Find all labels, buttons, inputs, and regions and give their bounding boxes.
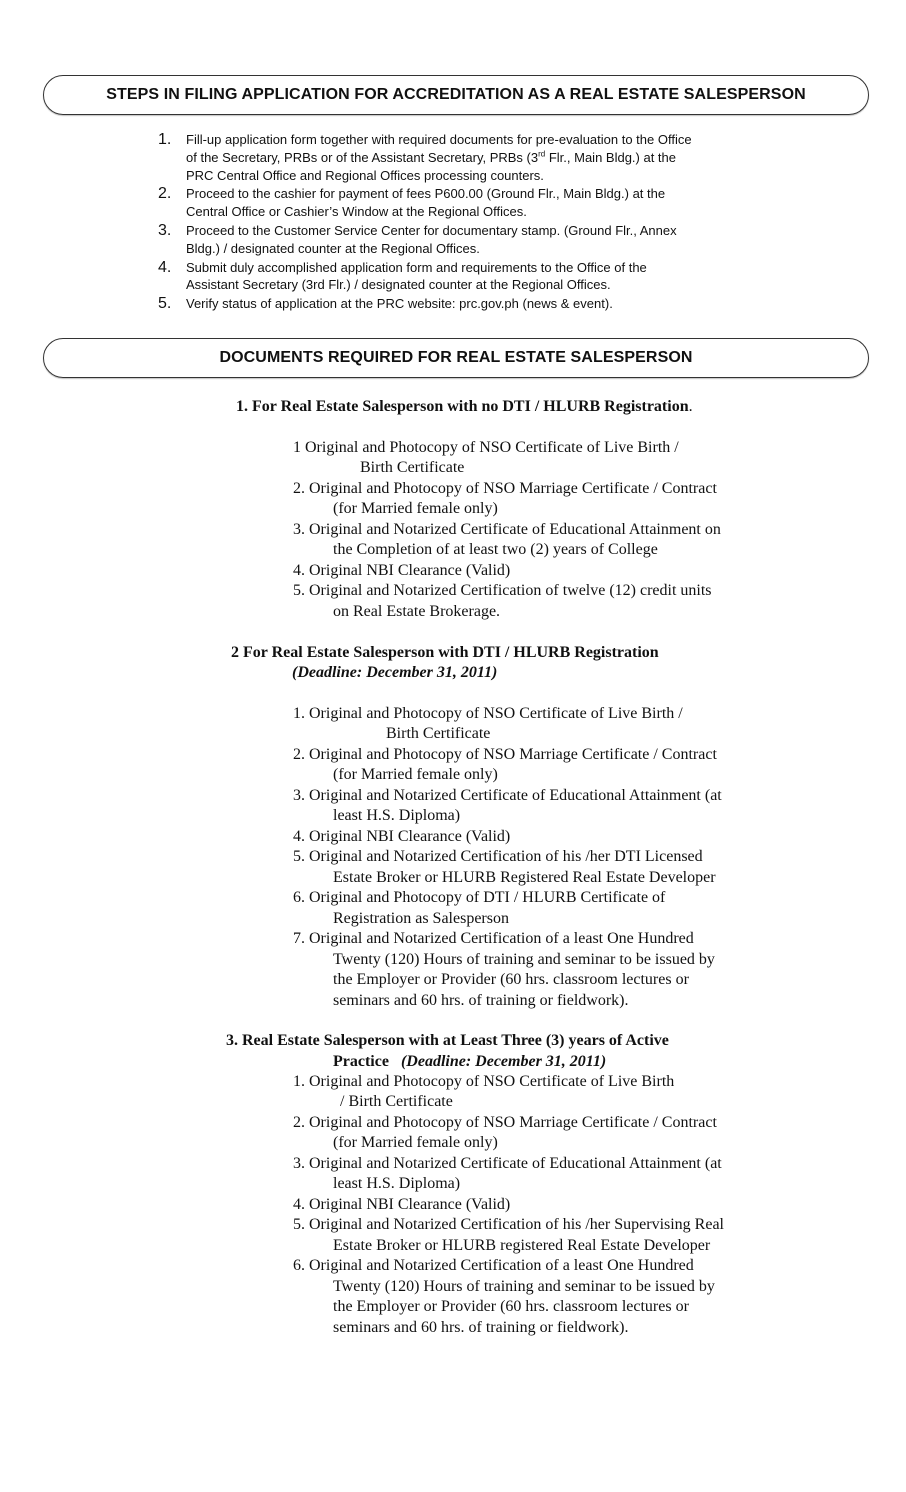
requirement-line: 2. Original and Photocopy of NSO Marriage Certificate / Contract [293, 746, 717, 763]
step-text [186, 222, 798, 258]
step-number: 1. [158, 131, 172, 148]
documents-banner [43, 338, 869, 378]
requirement-line: 1. Original and Photocopy of NSO Certificate of Live Birth [293, 1073, 675, 1090]
requirement-line: seminars and 60 hrs. of training or fieldwork). [333, 992, 629, 1009]
section-heading: 2 For Real Estate Salesperson with DTI / HLURB Registration [231, 644, 659, 661]
heading-period: . [688, 398, 693, 415]
requirement-line: (for Married female only) [333, 766, 498, 783]
section-heading-text: 1. For Real Estate Salesperson with no DTI / HLURB Registration [236, 398, 689, 415]
step-line: Verify status of application at the PRC website: prc.gov.ph (news & event). [186, 296, 613, 312]
requirement-line: Estate Broker or HLURB registered Real Estate Developer [333, 1237, 711, 1254]
requirement-line: 5. Original and Notarized Certification of his /her Supervising Real [293, 1216, 724, 1233]
requirement-line: 2. Original and Photocopy of NSO Marriage Certificate / Contract [293, 1114, 717, 1131]
requirement-line: on Real Estate Brokerage. [333, 603, 501, 620]
ordinal-suffix: rd [538, 149, 546, 159]
step-text [186, 259, 798, 295]
requirement-line: 3. Original and Notarized Certificate of Educational Attainment (at [293, 1155, 722, 1172]
section-heading-text: Practice [333, 1053, 389, 1070]
step-line: Submit duly accomplished application form and requirements to the Office of the [186, 259, 647, 275]
requirement-line: Twenty (120) Hours of training and seminar to be issued by [333, 1278, 715, 1295]
requirement-line: Twenty (120) Hours of training and seminar to be issued by [333, 951, 715, 968]
requirement-line: 3. Original and Notarized Certificate of Educational Attainment on [293, 521, 721, 538]
step-line: Proceed to the Customer Service Center for documentary stamp. (Ground Flr., Annex [186, 222, 677, 238]
step-line: Assistant Secretary (3rd Flr.) / designated counter at the Regional Offices. [186, 277, 611, 293]
requirement-line: Birth Certificate [360, 459, 465, 476]
requirement-line: 4. Original NBI Clearance (Valid) [293, 828, 511, 845]
step-text [186, 131, 798, 184]
step-line-part: Flr., Main Bldg.) at the [545, 149, 677, 165]
requirement-line: (for Married female only) [333, 1134, 498, 1151]
requirement-line: least H.S. Diploma) [333, 807, 461, 824]
step-number: 2. [158, 185, 172, 203]
step-item [158, 222, 798, 258]
step-number: 4. [158, 258, 172, 276]
section-heading [236, 398, 693, 416]
requirement-line: 5. Original and Notarized Certification of twelve (12) credit units [293, 582, 712, 599]
documents-title: DOCUMENTS REQUIRED FOR REAL ESTATE SALESPERSON [219, 349, 693, 366]
requirement-line: 2. Original and Photocopy of NSO Marriage Certificate / Contract [293, 480, 717, 497]
requirement-line: 6. Original and Notarized Certification of a least One Hundred [293, 1257, 694, 1274]
step-line: Fill-up application form together with required documents for pre-evaluation to the Office [186, 132, 692, 147]
requirement-line: 4. Original NBI Clearance (Valid) [293, 562, 511, 579]
step-line: PRC Central Office and Regional Offices processing counters. [186, 167, 544, 183]
step-item [158, 295, 798, 313]
requirement-line: 1 Original and Photocopy of NSO Certificate of Live Birth / [293, 439, 679, 456]
requirement-line: least H.S. Diploma) [333, 1175, 461, 1192]
requirement-line: seminars and 60 hrs. of training or fieldwork). [333, 1319, 629, 1336]
requirement-line: Birth Certificate [386, 725, 491, 742]
step-text [186, 185, 798, 221]
requirement-line: (for Married female only) [333, 500, 498, 517]
requirement-line: 7. Original and Notarized Certification of a least One Hundred [293, 930, 694, 947]
section-heading: 3. Real Estate Salesperson with at Least Three (3) years of Active [226, 1032, 669, 1049]
steps-banner [43, 75, 869, 115]
step-line-part: of the Secretary, PRBs or of the Assistant Secretary, PRBs (3 [186, 149, 539, 165]
steps-list [158, 131, 798, 314]
requirement-line: the Employer or Provider (60 hrs. classroom lectures or [333, 1298, 689, 1315]
requirement-line: 3. Original and Notarized Certificate of Educational Attainment (at [293, 787, 722, 804]
step-number: 3. [158, 221, 172, 239]
step-line: Proceed to the cashier for payment of fees P600.00 (Ground Flr., Main Bldg.) at the [186, 186, 666, 202]
requirement-line: the Completion of at least two (2) years of College [333, 541, 658, 558]
requirement-line: Registration as Salesperson [333, 910, 509, 927]
deadline-note: (Deadline: December 31, 2011) [292, 664, 498, 681]
requirement-line: Estate Broker or HLURB Registered Real Estate Developer [333, 869, 716, 886]
section-heading-line2 [333, 1053, 606, 1071]
requirement-line: 5. Original and Notarized Certification of his /her DTI Licensed [293, 848, 703, 865]
step-item [158, 259, 798, 295]
step-text [186, 295, 798, 313]
steps-title: STEPS IN FILING APPLICATION FOR ACCREDITATION AS A REAL ESTATE SALESPERSON [106, 86, 806, 103]
requirement-line: / Birth Certificate [340, 1093, 453, 1110]
step-line: Central Office or Cashier’s Window at the Regional Offices. [186, 204, 527, 220]
requirement-line: the Employer or Provider (60 hrs. classroom lectures or [333, 971, 689, 988]
requirement-line: 1. Original and Photocopy of NSO Certificate of Live Birth / [293, 705, 683, 722]
deadline-note: (Deadline: December 31, 2011) [400, 1053, 607, 1070]
step-number: 5. [158, 295, 172, 313]
step-line [186, 149, 798, 167]
step-line: Bldg.) / designated counter at the Regional Offices. [186, 240, 480, 256]
requirement-line: 4. Original NBI Clearance (Valid) [293, 1196, 511, 1213]
step-item [158, 185, 798, 221]
requirement-line: 6. Original and Photocopy of DTI / HLURB Certificate of [293, 889, 666, 906]
step-item [158, 131, 798, 184]
